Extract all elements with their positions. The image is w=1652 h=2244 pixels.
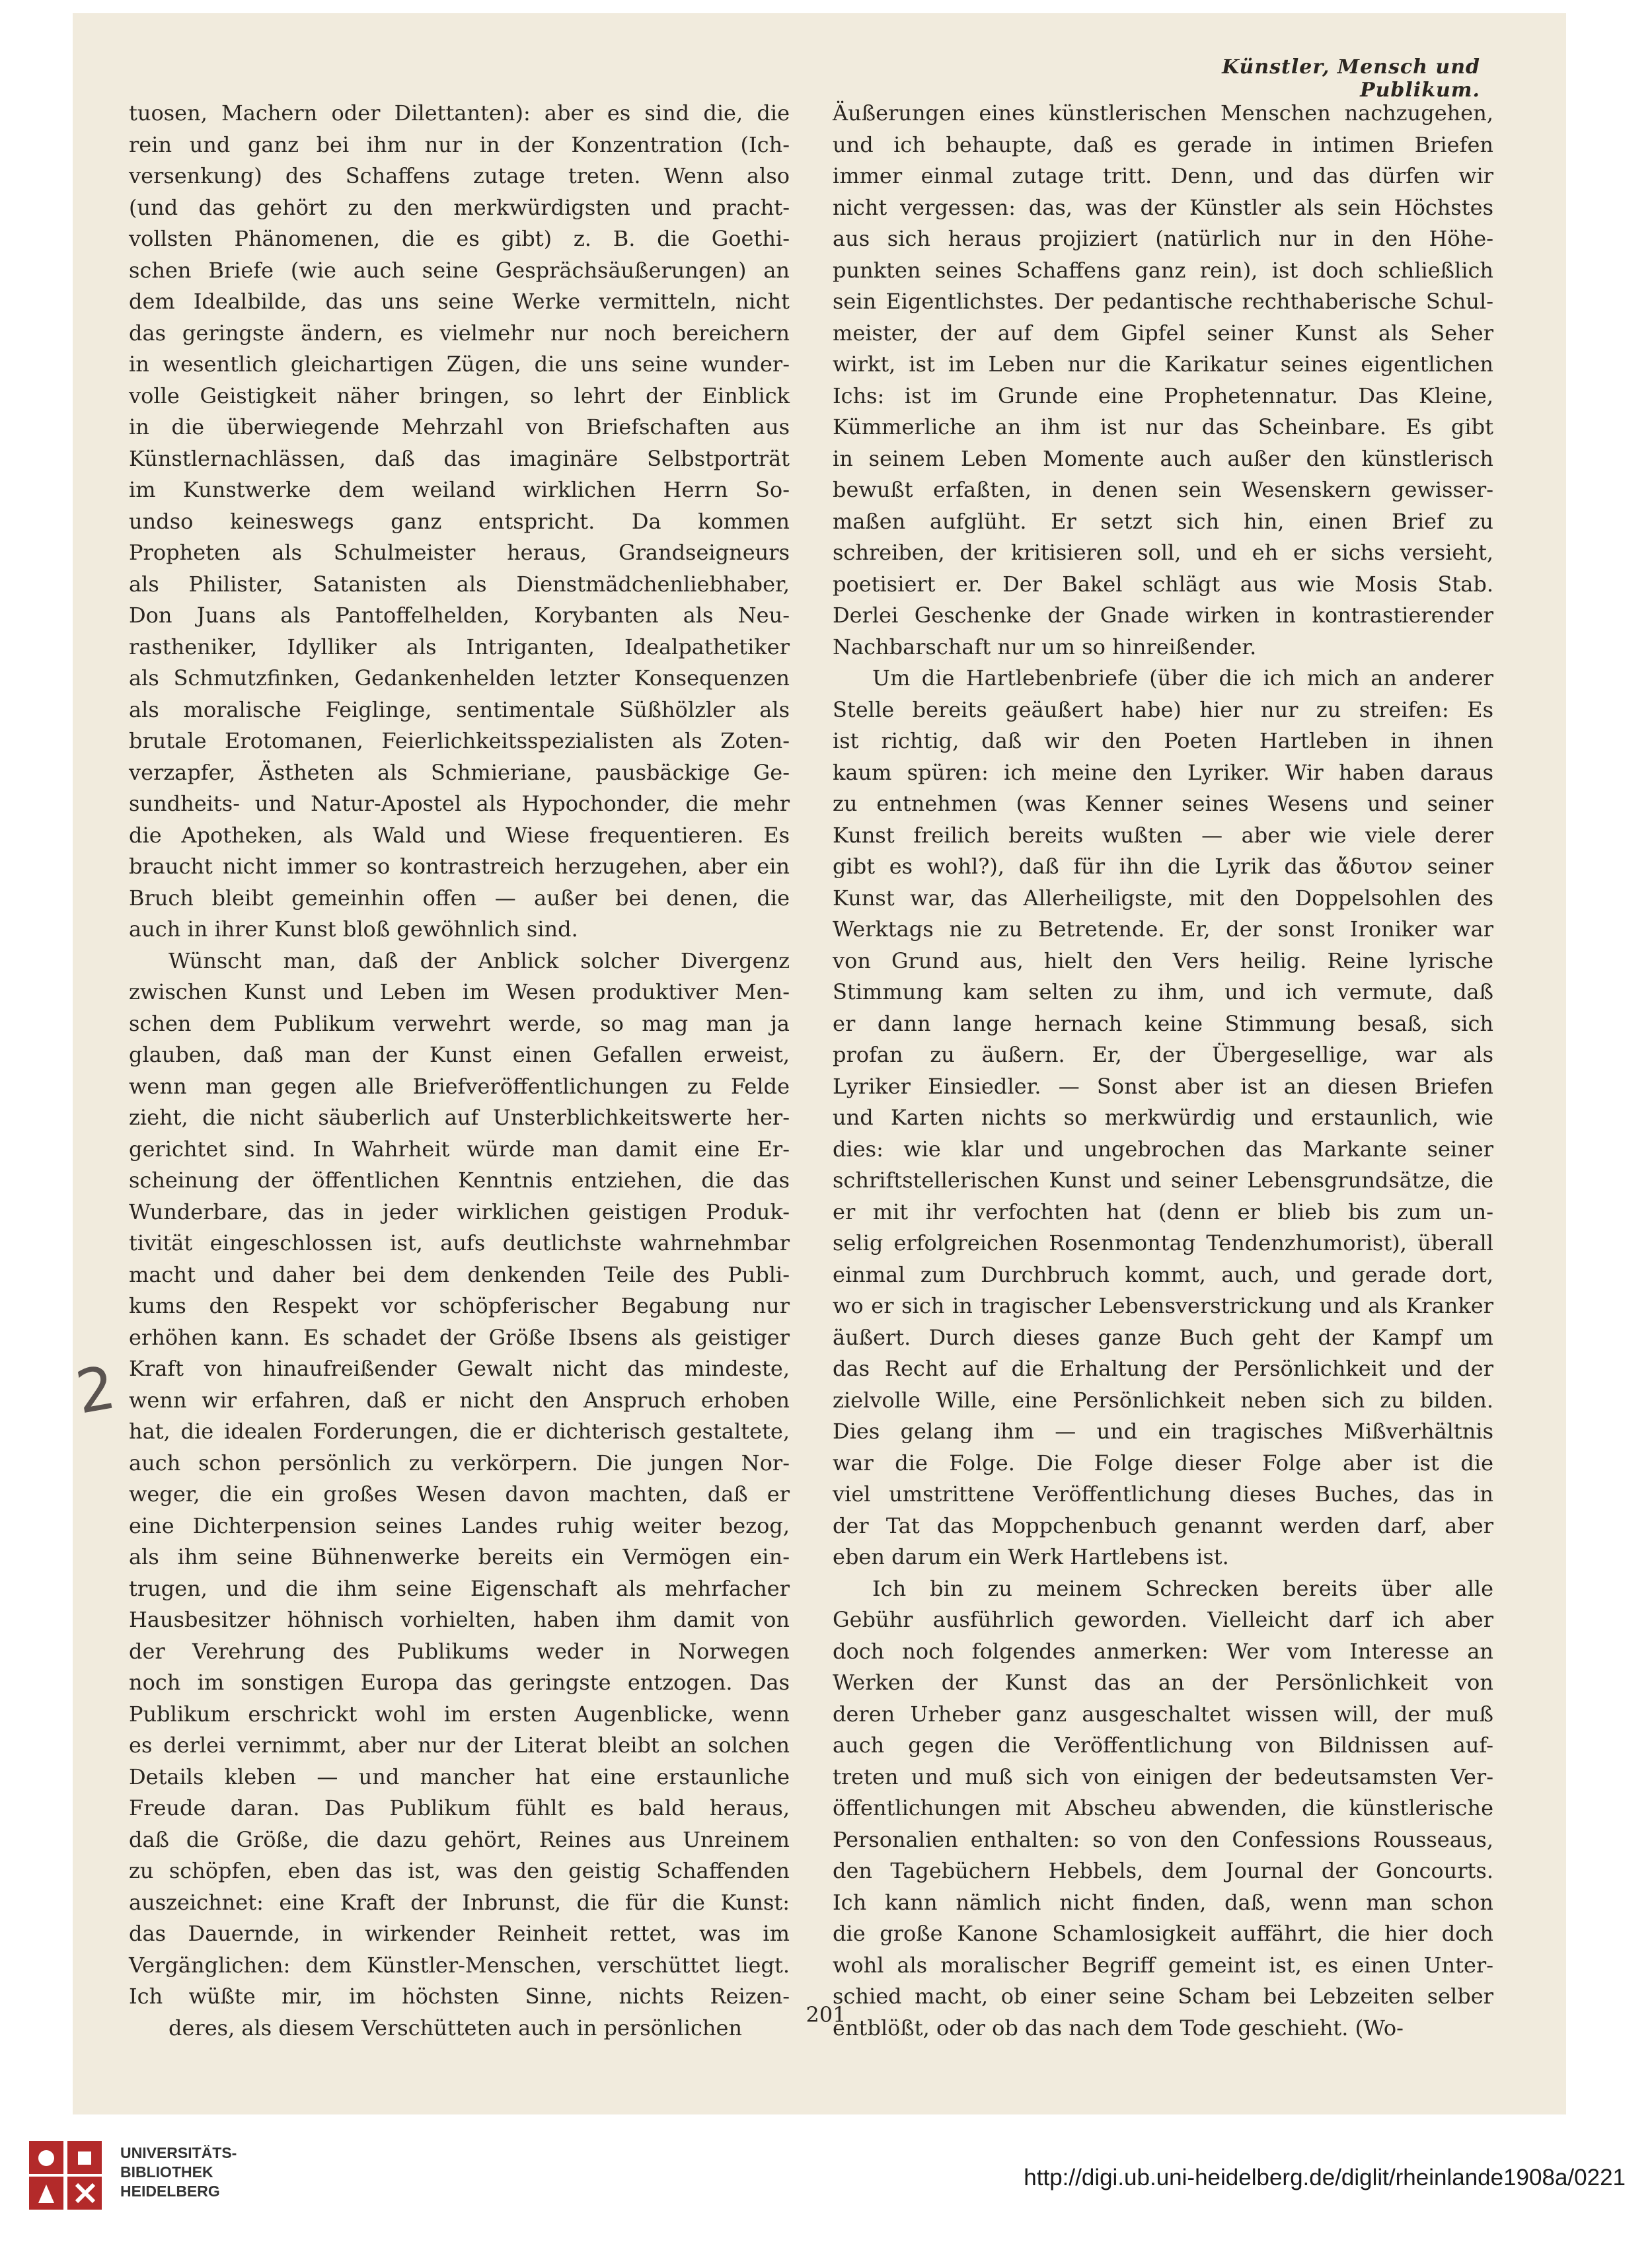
text-line: Stimmung kam selten zu ihm, und ich vermute, daß <box>833 979 1493 1004</box>
text-line: erhöhen kann. Es schadet der Größe Ibsens als geistiger <box>129 1324 790 1350</box>
text-line: schreiben, der kritisieren soll, und eh er sichs versieht, <box>833 540 1493 565</box>
text-line: von Grund aus, hielt den Vers heilig. Reine lyrische <box>833 948 1493 973</box>
text-line: noch im sonstigen Europa das geringste entzogen. Das <box>129 1670 790 1695</box>
text-line: er dann lange hernach keine Stimmung besaß, sich <box>833 1010 1493 1036</box>
text-line: Wünscht man, daß der Anblick solcher Divergenz <box>169 948 790 973</box>
text-line: auch schon persönlich zu verkörpern. Die jungen Nor- <box>129 1450 790 1476</box>
text-line: schen dem Publikum verwehrt werde, so mag man ja <box>129 1010 790 1036</box>
left-text-column <box>129 98 790 2040</box>
text-line: das geringste ändern, es vielmehr nur noch bereichern <box>129 320 790 346</box>
text-line: Nachbarschaft nur um so hinreißender. <box>833 634 1257 659</box>
text-line: das Recht auf die Erhaltung der Persönlichkeit und der <box>833 1356 1493 1381</box>
text-line: Dies gelang ihm — und ein tragisches Mißverhältnis <box>833 1419 1493 1444</box>
text-line: Werken der Kunst das an der Persönlichkeit von <box>833 1670 1493 1695</box>
text-line: und Karten nichts so merkwürdig und erstaunlich, wie <box>833 1105 1493 1130</box>
text-line: in seinem Leben Momente auch außer den künstlerisch <box>833 445 1493 471</box>
text-line: auszeichnet: eine Kraft der Inbrunst, die für die Kunst: <box>129 1889 790 1915</box>
text-line: punkten seines Schaffens ganz rein), ist doch schließlich <box>833 257 1493 283</box>
text-line: kums den Respekt vor schöpferischer Begabung nur <box>129 1293 790 1318</box>
text-line: äußert. Durch dieses ganze Buch geht der Kampf um <box>833 1324 1493 1350</box>
text-line: die Apotheken, als Wald und Wiese frequentieren. Es <box>129 822 790 848</box>
text-line: Werktags nie zu Betretende. Er, der sonst Ironiker war <box>833 916 1493 942</box>
text-line: Kraft von hinaufreißender Gewalt nicht das mindeste, <box>129 1356 790 1381</box>
text-line: bewußt erfaßten, in denen sein Wesenskern gewisser- <box>833 477 1493 502</box>
text-line: dies: wie klar und ungebrochen das Markante seiner <box>833 1136 1493 1162</box>
text-line: öffentlichungen mit Abscheu abwenden, die künstlerische <box>833 1795 1493 1820</box>
text-line: scheinung der öffentlichen Kenntnis entziehen, die das <box>129 1168 790 1193</box>
text-line: auch in ihrer Kunst bloß gewöhnlich sind. <box>129 916 578 942</box>
text-line: entblößt, oder ob das nach dem Tode geschieht. (Wo- <box>833 2015 1404 2040</box>
text-line: eine Dichterpension seines Landes ruhig weiter bezog, <box>129 1513 790 1538</box>
text-line: Bruch bleibt gemeinhin offen — außer bei denen, die <box>129 885 790 911</box>
text-line: Publikum erschrickt wohl im ersten Augenblicke, wenn <box>129 1701 790 1727</box>
text-line: gibt es wohl?), daß für ihn die Lyrik das ἄδυτον seiner <box>833 854 1493 879</box>
text-line: Freude daran. Das Publikum fühlt es bald heraus, <box>129 1795 790 1820</box>
text-line: doch noch folgendes anmerken: Wer vom Interesse an <box>833 1638 1493 1664</box>
text-line: der Tat das Moppchenbuch genannt werden darf, aber <box>833 1513 1493 1538</box>
text-line: tuosen, Machern oder Dilettanten): aber es sind die, die <box>129 100 790 126</box>
page-number: 201 <box>806 2002 846 2027</box>
text-line: eben darum ein Werk Hartlebens ist. <box>833 1544 1229 1569</box>
text-line: rastheniker, Idylliker als Intriganten, Idealpathetiker <box>129 634 790 659</box>
footer-bar <box>0 2134 1652 2244</box>
text-line: die große Kanone Schamlosigkeit auffährt, die hier doch <box>833 1921 1493 1946</box>
text-line: hat, die idealen Forderungen, die er dichterisch gestaltete, <box>129 1419 790 1444</box>
text-line: kaum spüren: ich meine den Lyriker. Wir haben daraus <box>833 759 1493 785</box>
text-line: viel umstrittene Veröffentlichung dieses Buches, das in <box>833 1481 1493 1507</box>
running-header: Künstler, Mensch und Publikum. <box>1222 56 1480 102</box>
text-line: versenkung) des Schaffens zutage treten. Wenn also <box>129 163 790 188</box>
text-line: daß die Größe, die dazu gehört, Reines aus Unreinem <box>129 1826 790 1852</box>
text-line: immer einmal zutage tritt. Denn, und das dürfen wir <box>833 163 1493 188</box>
library-name-line: BIBLIOTHEK <box>120 2163 213 2181</box>
text-line: Äußerungen eines künstlerischen Menschen nachzugehen, <box>833 100 1493 126</box>
source-url-link[interactable]: http://digi.ub.uni-heidelberg.de/diglit/rheinlande1908a/0221 <box>1024 2165 1626 2190</box>
text-line: Wunderbare, das in jeder wirklichen geistigen Produk- <box>129 1199 790 1224</box>
text-line: trugen, und die ihm seine Eigenschaft als mehrfacher <box>129 1575 790 1601</box>
text-line: Stelle bereits geäußert habe) hier nur zu streifen: Es <box>833 696 1493 722</box>
text-line: Ichs: ist im Grunde eine Prophetennatur. Das Kleine, <box>833 383 1493 408</box>
text-line: undso keineswegs ganz entspricht. Da kommen <box>129 508 790 534</box>
text-line: profan zu äußern. Er, der Übergesellige, war als <box>833 1042 1493 1067</box>
text-line: sundheits- und Natur-Apostel als Hypochonder, die mehr <box>129 791 790 816</box>
text-line: schied macht, ob einer seine Scham bei Lebzeiten selber <box>833 1984 1493 2009</box>
text-line: vollsten Phänomenen, die es gibt) z. B. die Goethi- <box>129 226 790 251</box>
text-line: schriftstellerischen Kunst und seiner Lebensgrundsätze, die <box>833 1168 1493 1193</box>
text-line: Vergänglichen: dem Künstler-Menschen, verschüttet liegt. <box>129 1952 790 1978</box>
library-name <box>120 2144 237 2201</box>
text-line: auch gegen die Veröffentlichung von Bildnissen auf- <box>833 1733 1493 1758</box>
text-line: Gebühr ausführlich geworden. Vielleicht darf ich aber <box>833 1607 1493 1632</box>
text-line: poetisiert er. Der Bakel schlägt aus wie Mosis Stab. <box>833 571 1493 597</box>
text-line: Künstlernachlässen, daß das imaginäre Selbstporträt <box>129 445 790 471</box>
text-line: war die Folge. Die Folge dieser Folge aber ist die <box>833 1450 1493 1476</box>
text-line: deres, als diesem Verschütteten auch in persönlichen <box>169 2015 743 2040</box>
text-line: weger, die ein großes Wesen davon machten, daß er <box>129 1481 790 1507</box>
text-line: Ich bin zu meinem Schrecken bereits über alle <box>872 1575 1493 1601</box>
text-line: volle Geistigkeit näher bringen, so lehrt der Einblick <box>129 383 790 408</box>
text-line: der Verehrung des Publikums weder in Norwegen <box>129 1638 790 1664</box>
text-line: es derlei vernimmt, aber nur der Literat bleibt an solchen <box>129 1733 790 1758</box>
text-line: Lyriker Einsiedler. — Sonst aber ist an diesen Briefen <box>833 1073 1493 1099</box>
text-line: Propheten als Schulmeister heraus, Grandseigneurs <box>129 540 790 565</box>
text-line: Details kleben — und mancher hat eine erstaunliche <box>129 1764 790 1789</box>
text-line: treten und muß sich von einigen der bedeutsamsten Ver- <box>833 1764 1493 1789</box>
text-line: wohl als moralischer Begriff gemeint ist, es einen Unter- <box>833 1952 1493 1978</box>
text-line: zu schöpfen, eben das ist, was den geistig Schaffenden <box>129 1858 790 1883</box>
text-line: maßen aufglüht. Er setzt sich hin, einen Brief zu <box>833 508 1493 534</box>
text-line: wirkt, ist im Leben nur die Karikatur seines eigentlichen <box>833 352 1493 377</box>
text-line: meister, der auf dem Gipfel seiner Kunst als Seher <box>833 320 1493 346</box>
text-line: zu entnehmen (was Kenner seines Wesens und seiner <box>833 791 1493 816</box>
text-line: braucht nicht immer so kontrastreich herzugehen, aber ein <box>129 854 790 879</box>
text-line: wenn man gegen alle Briefveröffentlichungen zu Felde <box>129 1073 790 1099</box>
text-line: aus sich heraus projiziert (natürlich nur in den Höhe- <box>833 226 1493 251</box>
text-line: Derlei Geschenke der Gnade wirken in kontrastierender <box>833 603 1493 628</box>
text-line: brutale Erotomanen, Feierlichkeitsspezialisten als Zoten- <box>129 728 790 753</box>
text-line: tivität eingeschlossen ist, aufs deutlichste wahrnehmbar <box>129 1230 790 1255</box>
text-line: er mit ihr verfochten hat (denn er blieb bis zum un- <box>833 1199 1493 1224</box>
text-line: Personalien enthalten: so von den Confessions Rousseaus, <box>833 1826 1493 1852</box>
text-line: und ich behaupte, daß es gerade in intimen Briefen <box>833 131 1493 157</box>
text-line: nicht vergessen: das, was der Künstler als sein Höchstes <box>833 194 1493 220</box>
text-line: (und das gehört zu den merkwürdigsten und pracht- <box>129 194 790 220</box>
text-line: Kunst freilich bereits wußten — aber wie viele derer <box>833 822 1493 848</box>
text-line: Don Juans als Pantoffelhelden, Korybanten als Neu- <box>129 603 790 628</box>
text-line: Hausbesitzer höhnisch vorhielten, haben ihm damit von <box>129 1607 790 1632</box>
text-line: gerichtet sind. In Wahrheit würde man damit eine Er- <box>129 1136 790 1162</box>
margin-annotation: 2 <box>71 1353 121 1428</box>
text-line: schen Briefe (wie auch seine Gesprächsäußerungen) an <box>129 257 790 283</box>
text-line: verzapfer, Ästheten als Schmieriane, pausbäckige Ge- <box>129 759 790 785</box>
text-line: zwischen Kunst und Leben im Wesen produktiver Men- <box>129 979 790 1004</box>
text-line: rein und ganz bei ihm nur in der Konzentration (Ich- <box>129 131 790 157</box>
text-line: Ich kann nämlich nicht finden, daß, wenn man schon <box>833 1889 1493 1915</box>
library-name-line: UNIVERSITÄTS- <box>120 2144 237 2161</box>
library-name-line: HEIDELBERG <box>120 2183 220 2200</box>
text-line: Ich wüßte mir, im höchsten Sinne, nichts Reizen- <box>129 1984 790 2009</box>
text-line: glauben, daß man der Kunst einen Gefallen erweist, <box>129 1042 790 1067</box>
text-line: einmal zum Durchbruch kommt, auch, und gerade dort, <box>833 1261 1493 1287</box>
text-line: sein Eigentlichstes. Der pedantische rechthaberische Schul- <box>833 289 1493 314</box>
text-line: zieht, die nicht säuberlich auf Unsterblichkeitswerte her- <box>129 1105 790 1130</box>
text-line: als ihm seine Bühnenwerke bereits ein Vermögen ein- <box>129 1544 790 1569</box>
text-line: dem Idealbilde, das uns seine Werke vermitteln, nicht <box>129 289 790 314</box>
text-line: wenn wir erfahren, daß er nicht den Anspruch erhoben <box>129 1387 790 1413</box>
university-logo-icon <box>26 2138 106 2211</box>
text-line: das Dauernde, in wirkender Reinheit rettet, was im <box>129 1921 790 1946</box>
text-line: selig erfolgreichen Rosenmontag Tendenzhumorist), überall <box>833 1230 1493 1255</box>
text-line: zielvolle Wille, eine Persönlichkeit neben sich zu bilden. <box>833 1387 1493 1413</box>
text-line: in wesentlich gleichartigen Zügen, die uns seine wunder- <box>129 352 790 377</box>
right-text-column <box>833 98 1493 2040</box>
text-line: den Tagebüchern Hebbels, dem Journal der Goncourts. <box>833 1858 1493 1883</box>
text-line: Kümmerliche an ihm ist nur das Scheinbare. Es gibt <box>833 414 1493 439</box>
text-line: deren Urheber ganz ausgeschaltet wissen will, der muß <box>833 1701 1493 1727</box>
text-line: ist richtig, daß wir den Poeten Hartleben in ihnen <box>833 728 1493 753</box>
text-line: als Schmutzfinken, Gedankenhelden letzter Konsequenzen <box>129 665 790 691</box>
text-line: als moralische Feiglinge, sentimentale Süßhölzler als <box>129 696 790 722</box>
text-line: wo er sich in tragischer Lebensverstrickung und als Kranker <box>833 1293 1493 1318</box>
text-line: Um die Hartlebenbriefe (über die ich mich an anderer <box>872 665 1493 691</box>
text-line: Kunst war, das Allerheiligste, mit den Doppelsohlen des <box>833 885 1493 911</box>
text-line: als Philister, Satanisten als Dienstmädchenliebhaber, <box>129 571 790 597</box>
text-line: in die überwiegende Mehrzahl von Briefschaften aus <box>129 414 790 439</box>
text-line: im Kunstwerke dem weiland wirklichen Herrn So- <box>129 477 790 502</box>
text-line: macht und daher bei dem denkenden Teile des Publi- <box>129 1261 790 1287</box>
